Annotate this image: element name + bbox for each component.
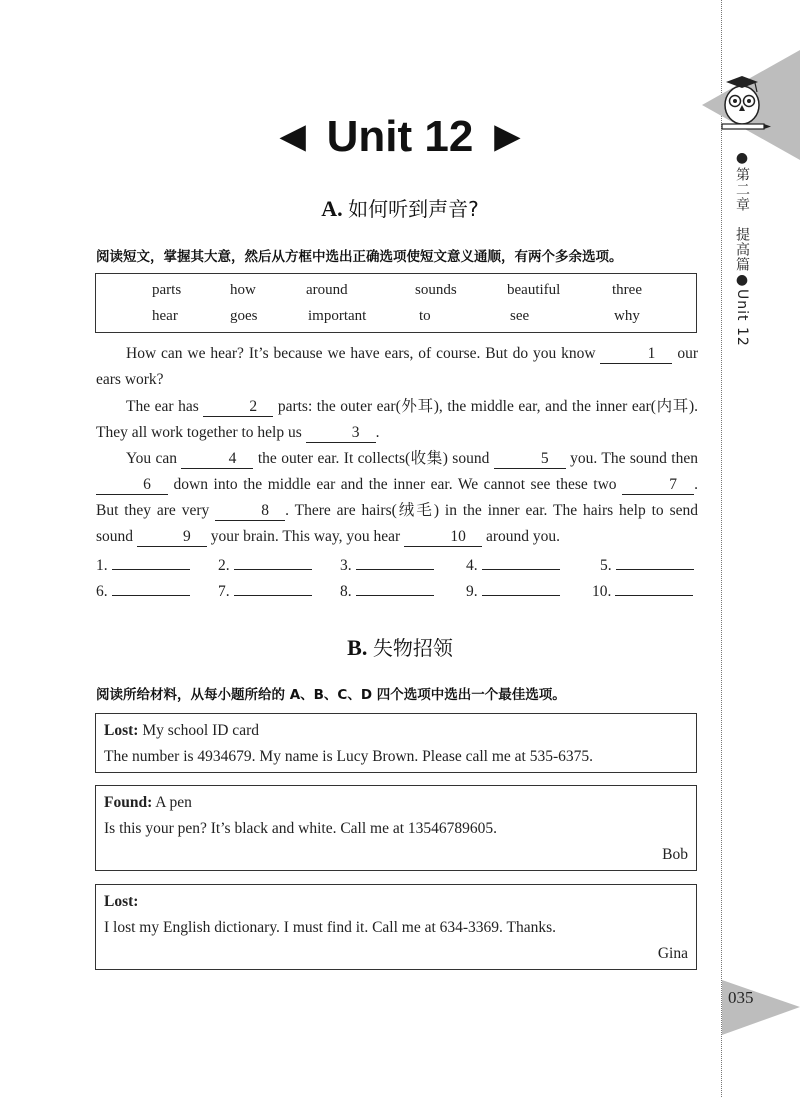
answer-slot[interactable]: 9. — [466, 581, 560, 601]
word-bank-item: goes — [230, 308, 258, 324]
notice-body: I lost my English dictionary. I must find it. Call me at 634-3369. Thanks. — [104, 919, 557, 936]
blank-8: 8 — [215, 502, 285, 521]
word-bank-item: beautiful — [507, 282, 561, 298]
notice-body: The number is 4934679. My name is Lucy Brown. Please call me at 535-6375. — [104, 748, 594, 765]
blank-10: 10 — [404, 528, 482, 547]
word-bank-item: sounds — [415, 282, 457, 298]
answer-slot[interactable]: 8. — [340, 581, 434, 601]
answer-slot[interactable]: 7. — [218, 581, 312, 601]
passage-paragraph-3: You can 4 the outer ear. It collects(收集) sound 5 you. The sound then 6 down into the middle ear and the inner ear. We cannot see these two 7 . But they are very 8 . There are hairs(绒毛) in the inner ear. The hairs help to send sound 9 your brain. This way, you hear 10 around you. — [96, 450, 698, 545]
blank-7: 7 — [622, 476, 694, 495]
blank-1: 1 — [600, 345, 672, 364]
notice-item: My school ID card — [138, 722, 259, 739]
lost-notice-id-card — [95, 713, 697, 773]
section-a-title: 如何听到声音? — [348, 197, 479, 221]
notice-body: Is this your pen? It’s black and white. Call me at 13546789605. — [104, 820, 498, 837]
notice-signature: Gina — [657, 945, 688, 962]
notice-label: Lost: — [104, 722, 139, 739]
blank-4: 4 — [181, 450, 253, 469]
answer-slot[interactable]: 10. — [592, 581, 693, 601]
answer-slot[interactable]: 2. — [218, 555, 312, 575]
word-bank-item: to — [419, 308, 431, 324]
word-bank-item: hear — [152, 308, 178, 324]
notice-signature: Bob — [662, 846, 688, 863]
word-bank-item: see — [510, 308, 530, 324]
answer-slot[interactable]: 5. — [600, 555, 694, 575]
answer-slot[interactable]: 6. — [96, 581, 190, 601]
chapter-side-label: ●第二章 提高篇●Unit 12 — [734, 150, 750, 347]
passage-paragraph-2: The ear has 2 parts: the outer ear(外耳), the middle ear, and the inner ear(内耳). They all work together to help us 3 . — [96, 398, 698, 441]
page-number: 035 — [728, 988, 754, 1007]
passage-paragraph-1: How can we hear? It’s because we have ears, of course. But do you know 1 our ears work? — [96, 345, 698, 388]
word-bank-item: why — [614, 308, 640, 324]
word-bank-box — [95, 273, 697, 333]
answer-slot[interactable]: 3. — [340, 555, 434, 575]
unit-title: ◄ Unit 12 ► — [270, 112, 530, 161]
notice-label: Lost: — [104, 893, 139, 910]
blank-6: 6 — [96, 476, 168, 495]
lost-notice-dictionary — [95, 884, 697, 970]
section-a-letter: A. — [321, 196, 343, 221]
blank-3: 3 — [306, 424, 376, 443]
section-b-instruction: 阅读所给材料，从每小题所给的 A、B、C、D 四个选项中选出一个最佳选项。 — [96, 687, 566, 703]
section-b-heading — [0, 632, 800, 661]
answer-slot[interactable]: 1. — [96, 555, 190, 575]
notice-label: Found: — [104, 794, 153, 811]
word-bank-item: important — [308, 308, 367, 324]
section-a-instruction: 阅读短文，掌握其大意，然后从方框中选出正确选项使短文意义通顺，有两个多余选项。 — [96, 249, 623, 265]
margin-dotted-line — [721, 0, 722, 1097]
word-bank-item: how — [230, 282, 256, 298]
notice-item: A pen — [152, 794, 192, 811]
word-bank-item: around — [306, 282, 348, 298]
section-b-letter: B. — [347, 635, 368, 660]
word-bank-item: parts — [152, 282, 182, 298]
blank-2: 2 — [203, 398, 273, 417]
found-notice-pen — [95, 785, 697, 871]
section-a-heading — [0, 193, 800, 222]
answer-slot[interactable]: 4. — [466, 555, 560, 575]
section-b-title: 失物招领 — [372, 636, 453, 660]
blank-5: 5 — [494, 450, 566, 469]
word-bank-item: three — [612, 282, 642, 298]
blank-9: 9 — [137, 528, 207, 547]
